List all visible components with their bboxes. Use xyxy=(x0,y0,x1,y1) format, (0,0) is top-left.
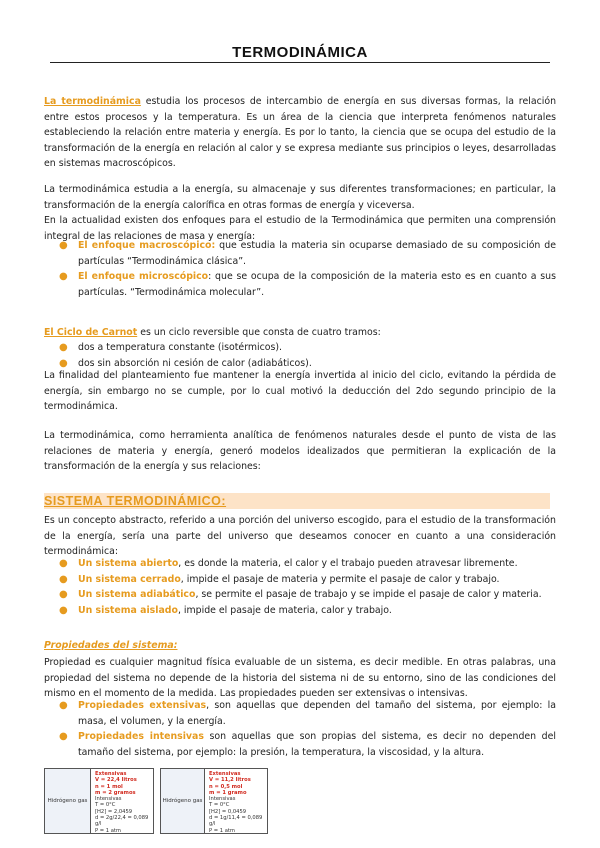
bullet-icon: ● xyxy=(59,731,68,742)
page-title: TERMODINÁMICA xyxy=(50,44,550,63)
carnot-intro: El Ciclo de Carnot es un ciclo reversible que consta de cuatro tramos: xyxy=(44,327,381,338)
list-item: ● Propiedades intensivas son aquellas que son propias del sistema, es decir no dependen del tamaño del sistema, por ejemplo: la presión, la temperatura, la viscosidad, y la altura. xyxy=(59,731,556,758)
figure-container-1 xyxy=(44,768,154,834)
list-item: ● Un sistema adiabático, se permite el pasaje de trabajo y se impide el pasaje de calor y materia. xyxy=(44,587,556,603)
section-heading-sistema: SISTEMA TERMODINÁMICO: xyxy=(44,493,550,509)
propiedades-paragraph: Propiedad es cualquier magnitud física evaluable de un sistema, es decir medible. En otras palabras, una propiedad del sistema no depende de la historia del sistema ni de su entorno, sino de las condiciones del mismo en el momento de la medida. Las propiedades pueden ser extensivas o intensivas. xyxy=(44,657,556,699)
paragraph-energy: La termodinámica estudia a la energía, su almacenaje y sus diferentes transformaciones; en particular, la transformación de la energía calorífica en otras formas de energía y viceversa. xyxy=(44,184,556,211)
bullet-icon: ● xyxy=(59,558,68,569)
sistema-list xyxy=(44,556,556,618)
intro-text: estudia los procesos de intercambio de energía en sus diversas formas, la relación entre estos procesos y la temperatura. Es un área de la ciencia que interpreta fenómenos naturales estableciendo la relación entre materia y energía. Es por lo tanto, la ciencia que se ocupa del estudio de la transformación de la energía en relación al calor y se expresa mediante sus principios o leyes, desarrolladas en sistemas macroscópicos. xyxy=(44,96,557,169)
bullet-icon: ● xyxy=(59,357,68,369)
list-item: ● dos a temperatura constante (isotérmicos). xyxy=(44,340,556,356)
list-item: ● El enfoque macroscópico: que estudia la materia sin ocuparse demasiado de su composición de partículas “Termodinámica clásica”. xyxy=(59,240,556,267)
list-item: ● Propiedades extensivas, son aquellas que dependen del tamaño del sistema, por ejemplo: la masa, el volumen, y la energía. xyxy=(59,700,556,727)
sistema-paragraph: Es un concepto abstracto, referido a una porción del universo escogido, para el estudio de la transformación de la energía, sería una parte del universo que deseamos conocer en cuanto a una consideración termodinámica: xyxy=(44,515,556,557)
enfoques-list xyxy=(44,238,556,300)
gas-container: Hidrógeno gas xyxy=(45,769,91,833)
carnot-lead: El Ciclo de Carnot xyxy=(44,327,138,338)
list-item: ● Un sistema aislado, impide el pasaje de materia, calor y trabajo. xyxy=(44,603,556,619)
list-item: ● El enfoque microscópico: que se ocupa de la composición de la materia esto es en cuanto a sus partículas. “Termodinámica molecular”. xyxy=(59,271,556,298)
bullet-icon: ● xyxy=(59,573,68,585)
gas-container: Hidrógeno gas xyxy=(161,769,205,833)
bullet-icon: ● xyxy=(59,604,68,616)
bullet-icon: ● xyxy=(59,589,68,600)
propiedades-heading: Propiedades del sistema: xyxy=(44,640,178,651)
carnot-paragraph: La finalidad del planteamiento fue mantener la energía invertida al inicio del ciclo, evitando la pérdida de energía, sin embargo no se cumple, por lo cual motivó la deducción del 2do segundo principio de la termodinámica. xyxy=(44,370,556,412)
list-item: ● Un sistema cerrado, impide el pasaje de materia y permite el pasaje de calor y trabajo. xyxy=(44,572,556,588)
figure-properties: Extensivas V = 22,4 litros n = 1 mol m = 2 gramos Intensivas T = 0°C [H2] = 2,0459 d = 2g/22,4 = 0,089 g/l P = 1 atm xyxy=(95,771,149,834)
bullet-icon: ● xyxy=(59,271,68,282)
paragraph-modelos: La termodinámica, como herramienta analítica de fenómenos naturales desde el punto de vista de las relaciones de materia y energía, generó modelos idealizados que permitieran la explicación de la transformación de la energía y sus relaciones: xyxy=(44,430,556,472)
bullet-icon: ● xyxy=(59,240,68,251)
intro-lead: La termodinámica xyxy=(44,96,141,107)
bullet-icon: ● xyxy=(59,342,68,353)
carnot-list xyxy=(44,340,556,371)
figure-container-2 xyxy=(160,768,268,834)
propiedades-list xyxy=(44,698,556,760)
bullet-icon: ● xyxy=(59,700,68,711)
intro-paragraph xyxy=(44,94,556,172)
list-item: ● Un sistema abierto, es donde la materia, el calor y el trabajo pueden atravesar libremente. xyxy=(44,556,556,572)
paragraph-enfoques: En la actualidad existen dos enfoques para el estudio de la Termodinámica que permiten una comprensión integral de las relaciones de masa y energía: xyxy=(44,215,556,242)
list-item: ● dos sin absorción ni cesión de calor (adiabáticos). xyxy=(44,356,556,372)
figure-properties: Extensivas V = 11,2 litros n = 0,5 mol m = 1 gramo Intensivas T = 0°C [H2] = 0,0459 d = 1g/11,4 = 0,089 g/l P = 1 atm xyxy=(209,771,263,834)
